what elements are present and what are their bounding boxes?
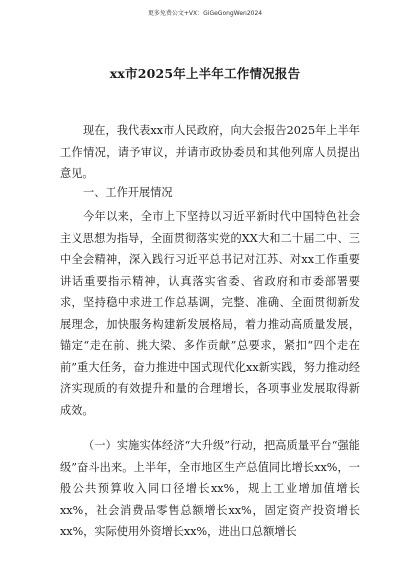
paragraph-text: 现在，我代表xx市人民政府，向大会报告2025年上半年工作情况，请予审议，并请市政协委员和其他列席人员提出意见。: [60, 124, 360, 180]
document-title: xx市2025年上半年工作情况报告: [109, 66, 301, 81]
paragraph-intro: [60, 120, 360, 185]
header-note: 更多免费公文+VX：GiGeGongWen2024: [147, 10, 263, 17]
paragraph-text: （一）实施实体经济“大升级”行动，把高质量平台“强能级”奋斗出来。上半年，全市地区生产总值同比增长xx%，一般公共预算收入同口径增长xx%，规上工业增加值增长xx%，社会消费品零售总额增长xx%，固定资产投资增长xx%，实际使用外资增长xx%，进出口总额增长: [60, 439, 360, 538]
paragraph-item-1: [60, 435, 360, 543]
section-heading-text: 一、工作开展情况: [83, 186, 173, 199]
paragraph-text: 今年以来，全市上下坚持以习近平新时代中国特色社会主义思想为指导，全面贯彻落实党的XX大和二十届二中、三中全会精神，深入践行习近平总书记对江苏、对xx工作重要讲话重要指示精神，认真落实省委、省政府和市委部署要求，坚持稳中求进工作总基调，完整、准确、全面贯彻新发展理念，加快服务构建新发展格局，着力推动高质量发展，锚定“走在前、挑大梁、多作贡献”总要求，紧扣“四个走在前”重大任务，奋力推进中国式现代化xx新实践，努力推动经济实现质的有效提升和量的合理增长，各项事业发展取得新成效。: [60, 210, 360, 417]
section-heading: [60, 182, 360, 204]
paragraph-overview: [60, 206, 360, 421]
